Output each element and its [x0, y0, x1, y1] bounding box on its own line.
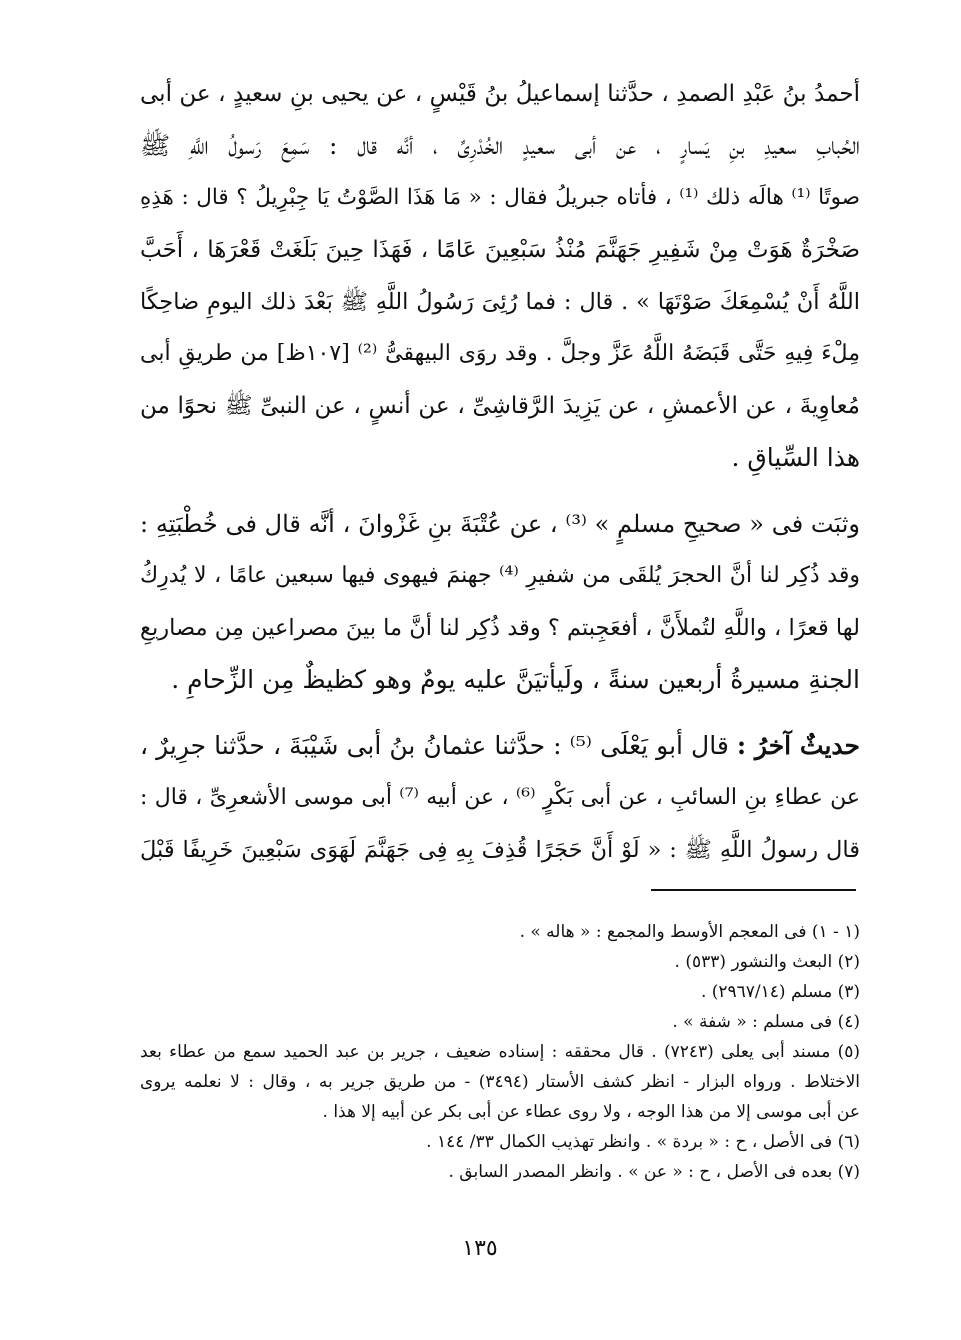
text-line: الجنةِ مسيرةُ أربعين سنةً ، ولَيأتيَنَّ عليه يومٌ وهو كظيظٌ مِن الزِّحامِ .	[171, 665, 860, 694]
main-text	[140, 68, 860, 876]
text-line: عن عطاءِ بنِ السائبِ ، عن أبى بَكْرٍ ⁽⁶⁾ ، عن أبيه ⁽⁷⁾ أبى موسى الأشعرِىِّ ، قال :	[140, 785, 860, 810]
text-line-rest: قال أبو يَعْلَى ⁽⁵⁾ : حدَّثنا عثمانُ بنُ أبى شَيْبَةَ ، حدَّثنا جرِيرٌ ،	[140, 731, 729, 760]
paragraph-gap	[140, 484, 860, 498]
text-line: اللَّهُ أَنْ يُسْمِعَكَ صَوْتَهَا » . قال : فما رُئِىَ رَسُولُ اللَّهِ ﷺ بَعْدَ ذلك اليومِ ضاحِكًا	[140, 289, 860, 315]
text-line: صَخْرَةٌ هَوَتْ مِنْ شَفِيرِ جَهَنَّمَ مُنْذُ سَبْعِينَ عَامًا ، فَهَذَا حِينَ بَلَغَتْ قَعْرَهَا ، أَحَبَّ	[140, 237, 860, 263]
text-line: وثبَت فى « صحيحِ مسلمٍ » ⁽³⁾ ، عن عُتْبَةَ بنِ غَزْوانَ ، أنَّه قال فى خُطْبَتِهِ :	[140, 510, 860, 538]
footnote: (٦) فى الأصل ، ح : « بردة » . وانظر تهذيب الكمال ٣٣/ ١٤٤ .	[426, 1132, 860, 1152]
text-line: مِلْءَ فِيهِ حَتَّى قَبَضَهُ اللَّهُ عَزَّ وجلَّ . وقد روَى البيهقىُّ ⁽²⁾ [١٠٧ظ] من طريقِ أبى	[140, 341, 860, 366]
footnote: (٧) بعده فى الأصل ، ح : « عن » . وانظر المصدر السابق .	[448, 1162, 860, 1182]
section-heading: حديثٌ آخرُ :	[736, 731, 860, 760]
footnote: (٣) مسلم (٢٩٦٧/١٤) .	[700, 982, 860, 1002]
footnote: (٥) مسند أبى يعلى (٧٢٤٣) . قال محققه : إسناده ضعيف ، جرير بن عبد الحميد سمع من عطاء بعد	[140, 1042, 861, 1062]
page-number: ١٣٥	[462, 1236, 498, 1261]
text-line: مُعاوِيةَ ، عن الأعمشِ ، عن يَزِيدَ الرَّقاشِىِّ ، عن أنسٍ ، عن النبىِّ ﷺ نحوًا من	[140, 393, 860, 419]
footnote: (٤) فى مسلم : « شفة » .	[672, 1012, 860, 1032]
paragraph-gap	[140, 706, 860, 720]
text-line: صوتًا ⁽¹⁾ هالَه ذلك ⁽¹⁾ ، فأتاه جبريلُ فقال : « مَا هَذَا الصَّوْتُ يَا جِبْرِيلُ ؟ قال : هَذِهِ	[140, 185, 861, 210]
text-line-with-heading	[140, 720, 860, 772]
footnote-continuation: عن أبى موسى إلا من هذا الوجه ، ولا روى عطاء عن أبى بكر عن أبيه إلا هذا .	[322, 1102, 860, 1122]
footnotes	[140, 917, 860, 1187]
footnote-continuation: الاختلاط . ورواه البزار - انظر كشف الأستار (٣٤٩٤) - من طريق جرير به ، وقال : لا نعلمه يروى	[140, 1072, 860, 1092]
text-line: لها قعرًا ، واللَّهِ لتُملأَنَّ ، أفعَجِبتم ؟ وقد ذُكِر لنا أنَّ ما بينَ مصراعين مِن مصاريعِ	[140, 615, 860, 641]
text-line: هذا السِّياقِ .	[731, 443, 860, 472]
text-line: قال رسولُ اللَّهِ ﷺ : « لَوْ أَنَّ حَجَرًا قُذِفَ بِهِ فِى جَهَنَّمَ لَهَوَى سَبْعِينَ خَرِيفًا قَبْلَ	[140, 837, 860, 863]
text-line: أحمدُ بنُ عَبْدِ الصمدِ ، حدَّثنا إسماعيلُ بنُ قَيْسٍ ، عن يحيى بنِ سعيدٍ ، عن أبى	[140, 81, 860, 107]
text-line: وقد ذُكِر لنا أنَّ الحجرَ يُلقَى من شفيرِ ⁽⁴⁾ جهنمَ فيهوى فيها سبعين عامًا ، لا يُدرِكُ	[140, 563, 860, 588]
footnote: (١ - ١) فى المعجم الأوسط والمجمع : « هاله » .	[519, 922, 860, 942]
footnote-separator	[651, 889, 856, 891]
text-line: الحُبابِ سعيدِ بنِ يَسارٍ ، عن أبى سعيدٍ الخُدْرِىِّ ، أنَّه قال : سَمِعَ رَسولُ اللَّهِ ﷺ	[140, 131, 860, 160]
footnote: (٢) البعث والنشور (٥٣٣) .	[674, 952, 860, 972]
